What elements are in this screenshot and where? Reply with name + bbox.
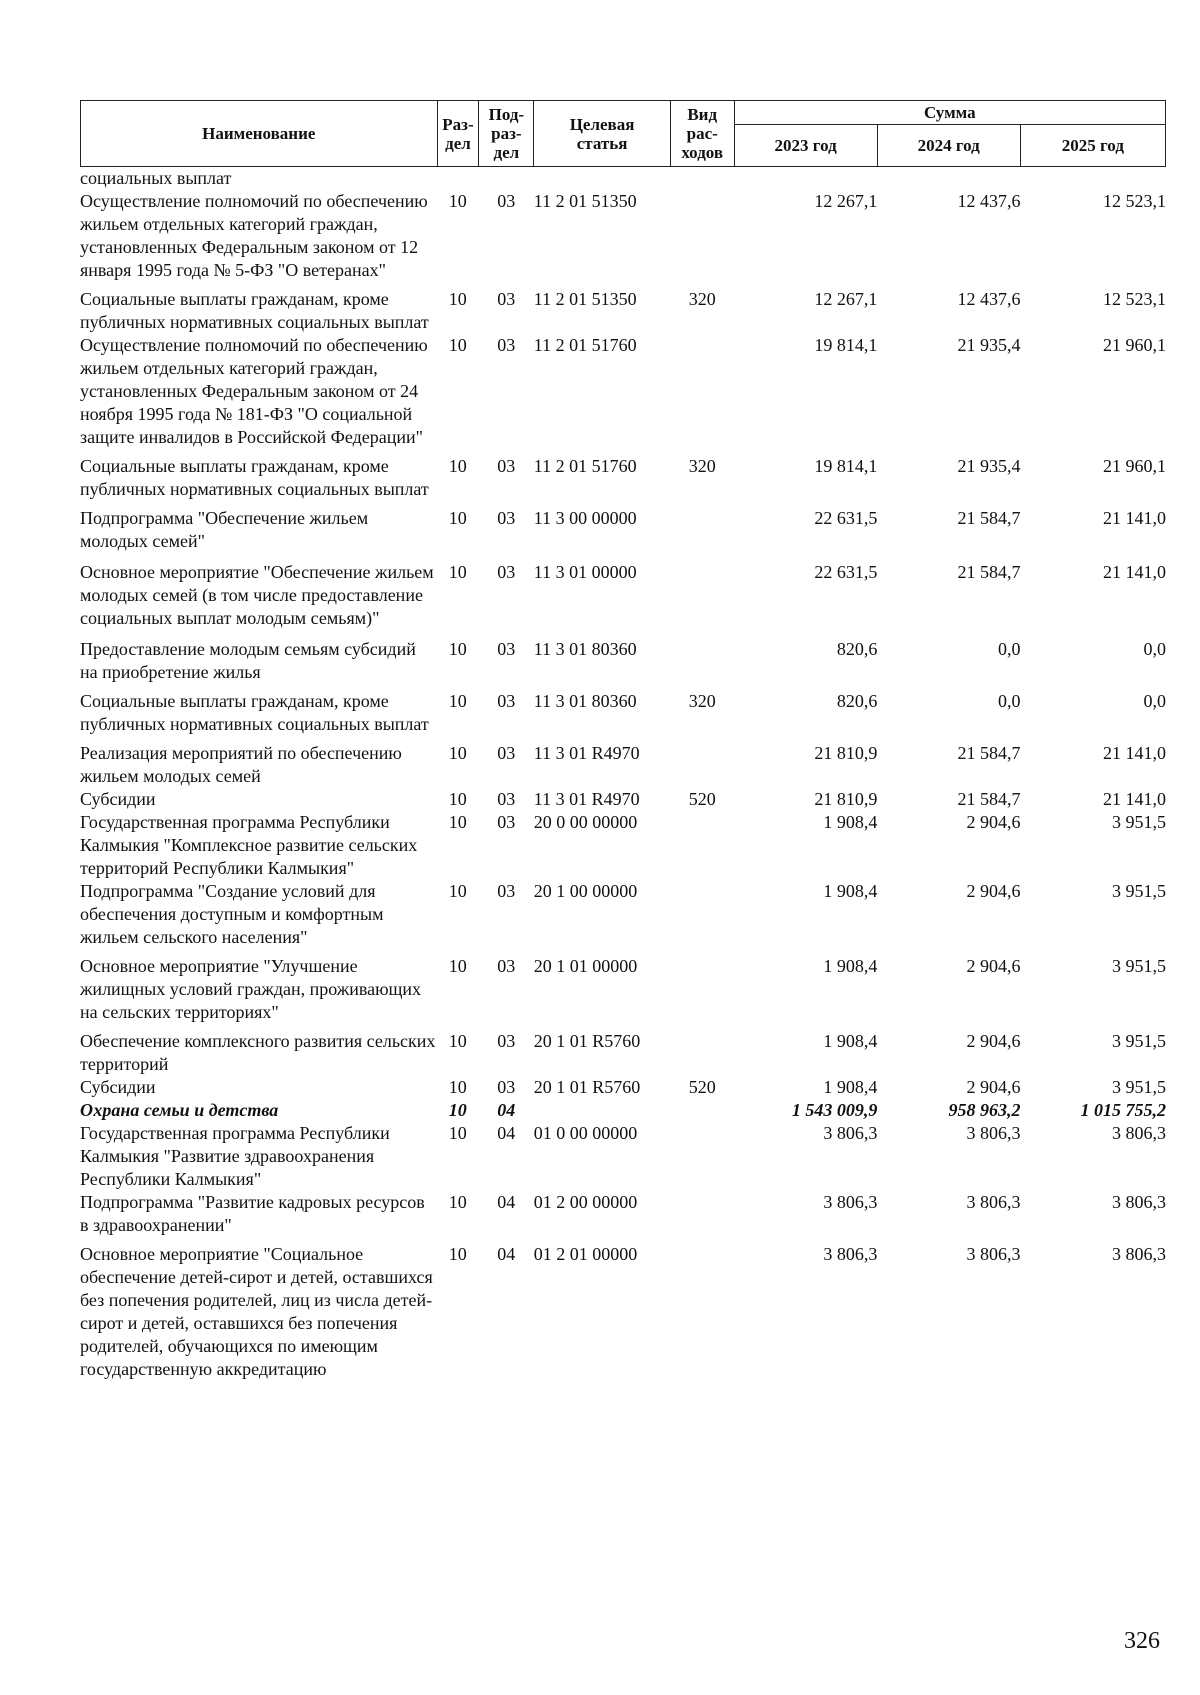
row-sum-2025: 3 951,5: [1112, 881, 1166, 901]
row-vid-rashodov: [670, 630, 734, 684]
row-sum-2024: 3 806,3: [966, 1244, 1021, 1264]
row-celevaya-statya: 01 2 01 00000: [533, 1244, 638, 1264]
row-sum-2024: 0,0: [998, 691, 1021, 711]
row-razdel: 10: [448, 639, 467, 659]
row-sum-2023: 19 814,1: [814, 335, 878, 355]
row-celevaya-statya: [534, 1099, 671, 1122]
row-celevaya-statya: 20 1 01 00000: [533, 956, 638, 976]
header-razdel: Раз- дел: [437, 101, 479, 167]
row-sum-2025: 0,0: [1143, 691, 1166, 711]
row-podrazdel: 03: [497, 508, 516, 528]
row-sum-2023: 21 810,9: [814, 789, 878, 809]
row-sum-2024: 2 904,6: [966, 1077, 1021, 1097]
table-row: [80, 949, 1166, 1024]
row-celevaya-statya: 20 1 00 00000: [533, 881, 638, 901]
row-razdel: 10: [448, 743, 467, 763]
row-name: Реализация мероприятий по обеспечению жильем молодых семей: [80, 743, 402, 786]
row-sum-2023: 12 267,1: [814, 289, 878, 309]
row-sum-2023: 820,6: [836, 639, 878, 659]
row-podrazdel: 03: [497, 191, 516, 211]
row-sum-2024: 3 806,3: [966, 1123, 1021, 1143]
row-vid-rashodov: [670, 334, 734, 449]
row-celevaya-statya: 20 1 01 R5760: [533, 1031, 641, 1051]
row-celevaya-statya: 11 3 01 R4970: [533, 789, 640, 809]
header-podrazdel: Под- раз- дел: [479, 101, 534, 167]
header-name: Наименование: [81, 101, 438, 167]
row-sum-2023: 21 810,9: [814, 743, 878, 763]
row-sum-2024: 958 963,2: [948, 1100, 1021, 1120]
row-podrazdel: 03: [497, 335, 516, 355]
row-sum-2024: 0,0: [998, 639, 1021, 659]
row-vid-rashodov: [670, 880, 734, 949]
row-razdel: 10: [448, 1244, 467, 1264]
row-podrazdel: 03: [497, 289, 516, 309]
row-vid-rashodov: [670, 1024, 734, 1076]
row-name: Основное мероприятие "Обеспечение жильем молодых семей (в том числе предоставление социальных выплат молодым семьям)": [80, 562, 434, 628]
row-name: Подпрограмма "Обеспечение жильем молодых семей": [80, 508, 369, 551]
row-razdel: 10: [448, 289, 467, 309]
row-vid-rashodov: [670, 1099, 734, 1122]
row-sum-2025: 3 806,3: [1112, 1192, 1166, 1212]
header-summa: Сумма: [734, 101, 1165, 125]
row-razdel: 10: [448, 1100, 467, 1120]
row-celevaya-statya: [534, 167, 671, 190]
row-sum-2025: 3 951,5: [1112, 956, 1166, 976]
row-vid-rashodov: 320: [688, 289, 716, 309]
row-vid-rashodov: [670, 1237, 734, 1381]
row-vid-rashodov: [670, 811, 734, 880]
row-sum-2023: 3 806,3: [823, 1244, 878, 1264]
row-celevaya-statya: 01 0 00 00000: [533, 1123, 638, 1143]
row-sum-2024: 2 904,6: [966, 956, 1021, 976]
row-vid-rashodov: [670, 190, 734, 282]
row-sum-2023: 1 908,4: [823, 881, 878, 901]
row-sum-2023: 1 908,4: [823, 956, 878, 976]
row-podrazdel: 03: [497, 456, 516, 476]
row-podrazdel: 03: [497, 812, 516, 832]
row-sum-2025: 12 523,1: [1103, 191, 1166, 211]
row-name: Социальные выплаты гражданам, кроме публичных нормативных социальных выплат: [80, 456, 429, 499]
row-vid-rashodov: [670, 1191, 734, 1237]
table-row: [80, 684, 1166, 736]
row-sum-2024: [877, 167, 1020, 190]
row-sum-2024: 3 806,3: [966, 1192, 1021, 1212]
row-vid-rashodov: [670, 1122, 734, 1191]
row-name: Осуществление полномочий по обеспечению жильем отдельных категорий граждан, установленных Федеральным законом от 12 января 1995 года № 5-ФЗ "О ветеранах": [80, 191, 428, 280]
table-row: [80, 1191, 1166, 1237]
row-celevaya-statya: 11 2 01 51350: [533, 191, 637, 211]
row-sum-2024: 21 935,4: [957, 456, 1021, 476]
row-celevaya-statya: 11 3 00 00000: [533, 508, 637, 528]
row-podrazdel: 03: [497, 956, 516, 976]
row-vid-rashodov: [670, 949, 734, 1024]
row-sum-2023: 12 267,1: [814, 191, 878, 211]
row-podrazdel: 03: [497, 789, 516, 809]
row-razdel: 10: [448, 191, 467, 211]
row-sum-2024: 12 437,6: [957, 191, 1021, 211]
row-razdel: 10: [448, 508, 467, 528]
row-podrazdel: 03: [497, 1077, 516, 1097]
row-name: Социальные выплаты гражданам, кроме публичных нормативных социальных выплат: [80, 691, 429, 734]
row-razdel: 10: [448, 1192, 467, 1212]
row-sum-2024: 2 904,6: [966, 1031, 1021, 1051]
row-podrazdel: 03: [497, 691, 516, 711]
row-podrazdel: [479, 167, 534, 190]
table-row: [80, 1122, 1166, 1191]
row-name: Основное мероприятие "Социальное обеспечение детей-сирот и детей, оставшихся без попечения родителей, лиц из числа детей-сирот и детей, оставшихся без попечения родителей, обучающихся по имеющим государственную аккредитацию: [80, 1244, 433, 1379]
row-celevaya-statya: 11 2 01 51350: [533, 289, 637, 309]
row-razdel: 10: [448, 335, 467, 355]
row-name: Предоставление молодым семьям субсидий на приобретение жилья: [80, 639, 416, 682]
row-sum-2024: 21 584,7: [957, 562, 1021, 582]
table-row: [80, 736, 1166, 788]
row-name: Подпрограмма "Создание условий для обеспечения доступным и комфортным жильем сельского населения": [80, 881, 384, 947]
table-row: [80, 167, 1166, 190]
row-celevaya-statya: 11 2 01 51760: [533, 456, 637, 476]
row-sum-2025: 3 951,5: [1112, 1077, 1166, 1097]
row-celevaya-statya: 11 3 01 00000: [533, 562, 637, 582]
row-sum-2024: 12 437,6: [957, 289, 1021, 309]
row-sum-2025: [1021, 167, 1166, 190]
row-razdel: 10: [448, 881, 467, 901]
row-sum-2023: 1 908,4: [823, 1077, 878, 1097]
row-sum-2025: 3 951,5: [1112, 812, 1166, 832]
row-sum-2023: [734, 167, 877, 190]
row-razdel: 10: [448, 691, 467, 711]
row-podrazdel: 04: [497, 1123, 516, 1143]
table-row: [80, 1237, 1166, 1381]
table-row: [80, 501, 1166, 553]
row-vid-rashodov: [670, 553, 734, 630]
row-sum-2024: 2 904,6: [966, 881, 1021, 901]
header-celevaya-statya: Целевая статья: [534, 101, 670, 167]
row-sum-2025: 3 806,3: [1112, 1244, 1166, 1264]
row-celevaya-statya: 11 2 01 51760: [533, 335, 637, 355]
row-sum-2025: 21 141,0: [1103, 743, 1166, 763]
row-sum-2025: 21 960,1: [1103, 456, 1166, 476]
row-name: Субсидии: [80, 1077, 156, 1097]
row-podrazdel: 03: [497, 743, 516, 763]
row-podrazdel: 03: [497, 1031, 516, 1051]
row-vid-rashodov: [670, 167, 734, 190]
row-celevaya-statya: 20 0 00 00000: [533, 812, 638, 832]
budget-sheet: [80, 100, 1166, 1381]
row-celevaya-statya: 11 3 01 R4970: [533, 743, 640, 763]
row-razdel: 10: [448, 789, 467, 809]
table-row: [80, 334, 1166, 449]
row-name: Субсидии: [80, 789, 156, 809]
table-row: [80, 1024, 1166, 1076]
row-name: Основное мероприятие "Улучшение жилищных условий граждан, проживающих на сельских территориях": [80, 956, 422, 1022]
row-sum-2025: 3 951,5: [1112, 1031, 1166, 1051]
row-sum-2023: 22 631,5: [814, 508, 878, 528]
table-header: [80, 100, 1166, 167]
row-sum-2024: 21 584,7: [957, 508, 1021, 528]
row-vid-rashodov: [670, 736, 734, 788]
row-sum-2023: 22 631,5: [814, 562, 878, 582]
page-number: 326: [1124, 1628, 1160, 1654]
table-row: [80, 1076, 1166, 1099]
row-razdel: 10: [448, 1123, 467, 1143]
row-name: Осуществление полномочий по обеспечению жильем отдельных категорий граждан, установленных Федеральным законом от 24 ноября 1995 года № 181-ФЗ "О социальной защите инвалидов в Российской Федерации": [80, 335, 428, 447]
row-razdel: 10: [448, 562, 467, 582]
table-row: [80, 553, 1166, 630]
row-vid-rashodov: 520: [688, 789, 716, 809]
row-podrazdel: 04: [497, 1192, 516, 1212]
row-sum-2023: 3 806,3: [823, 1123, 878, 1143]
row-sum-2025: 21 141,0: [1103, 789, 1166, 809]
row-sum-2024: 2 904,6: [966, 812, 1021, 832]
table-row: [80, 630, 1166, 684]
row-name: социальных выплат: [80, 168, 232, 188]
row-podrazdel: 04: [497, 1100, 516, 1120]
row-sum-2023: 1 908,4: [823, 1031, 878, 1051]
table-row: [80, 811, 1166, 880]
budget-table: [80, 167, 1166, 1381]
row-sum-2025: 3 806,3: [1112, 1123, 1166, 1143]
row-celevaya-statya: 11 3 01 80360: [533, 639, 637, 659]
row-razdel: 10: [448, 1031, 467, 1051]
table-row: [80, 788, 1166, 811]
row-razdel: [437, 167, 479, 190]
row-sum-2024: 21 584,7: [957, 743, 1021, 763]
row-name: Охрана семьи и детства: [80, 1100, 279, 1120]
row-sum-2023: 1 543 009,9: [791, 1100, 878, 1120]
row-celevaya-statya: 20 1 01 R5760: [533, 1077, 641, 1097]
table-row: [80, 880, 1166, 949]
row-razdel: 10: [448, 1077, 467, 1097]
row-vid-rashodov: [670, 501, 734, 553]
header-year-2024: 2024 год: [877, 125, 1020, 167]
row-name: Подпрограмма "Развитие кадровых ресурсов в здравоохранении": [80, 1192, 425, 1235]
row-vid-rashodov: 520: [688, 1077, 716, 1097]
row-sum-2023: 19 814,1: [814, 456, 878, 476]
row-sum-2025: 21 960,1: [1103, 335, 1166, 355]
row-name: Обеспечение комплексного развития сельских территорий: [80, 1031, 436, 1074]
row-sum-2025: 1 015 755,2: [1080, 1100, 1166, 1120]
row-name: Государственная программа Республики Калмыкия "Комплексное развитие сельских территорий Республики Калмыкия": [80, 812, 418, 878]
row-celevaya-statya: 01 2 00 00000: [533, 1192, 638, 1212]
row-sum-2024: 21 584,7: [957, 789, 1021, 809]
row-sum-2025: 21 141,0: [1103, 508, 1166, 528]
row-vid-rashodov: 320: [688, 456, 716, 476]
row-name: Государственная программа Республики Калмыкия "Развитие здравоохранения Республики Калмыкия": [80, 1123, 390, 1189]
header-vid-rashodov: Вид рас- ходов: [670, 101, 734, 167]
row-sum-2025: 0,0: [1143, 639, 1166, 659]
row-sum-2024: 21 935,4: [957, 335, 1021, 355]
table-row: [80, 282, 1166, 334]
row-vid-rashodov: 320: [688, 691, 716, 711]
row-razdel: 10: [448, 812, 467, 832]
table-row: [80, 190, 1166, 282]
row-sum-2025: 12 523,1: [1103, 289, 1166, 309]
row-sum-2023: 820,6: [836, 691, 878, 711]
table-row: [80, 449, 1166, 501]
row-razdel: 10: [448, 956, 467, 976]
row-name: Социальные выплаты гражданам, кроме публичных нормативных социальных выплат: [80, 289, 429, 332]
row-podrazdel: 03: [497, 639, 516, 659]
row-podrazdel: 04: [497, 1244, 516, 1264]
row-sum-2025: 21 141,0: [1103, 562, 1166, 582]
row-sum-2023: 1 908,4: [823, 812, 878, 832]
table-row: [80, 1099, 1166, 1122]
header-year-2025: 2025 год: [1020, 125, 1165, 167]
row-podrazdel: 03: [497, 562, 516, 582]
row-sum-2023: 3 806,3: [823, 1192, 878, 1212]
row-podrazdel: 03: [497, 881, 516, 901]
header-year-2023: 2023 год: [734, 125, 877, 167]
row-celevaya-statya: 11 3 01 80360: [533, 691, 637, 711]
row-razdel: 10: [448, 456, 467, 476]
